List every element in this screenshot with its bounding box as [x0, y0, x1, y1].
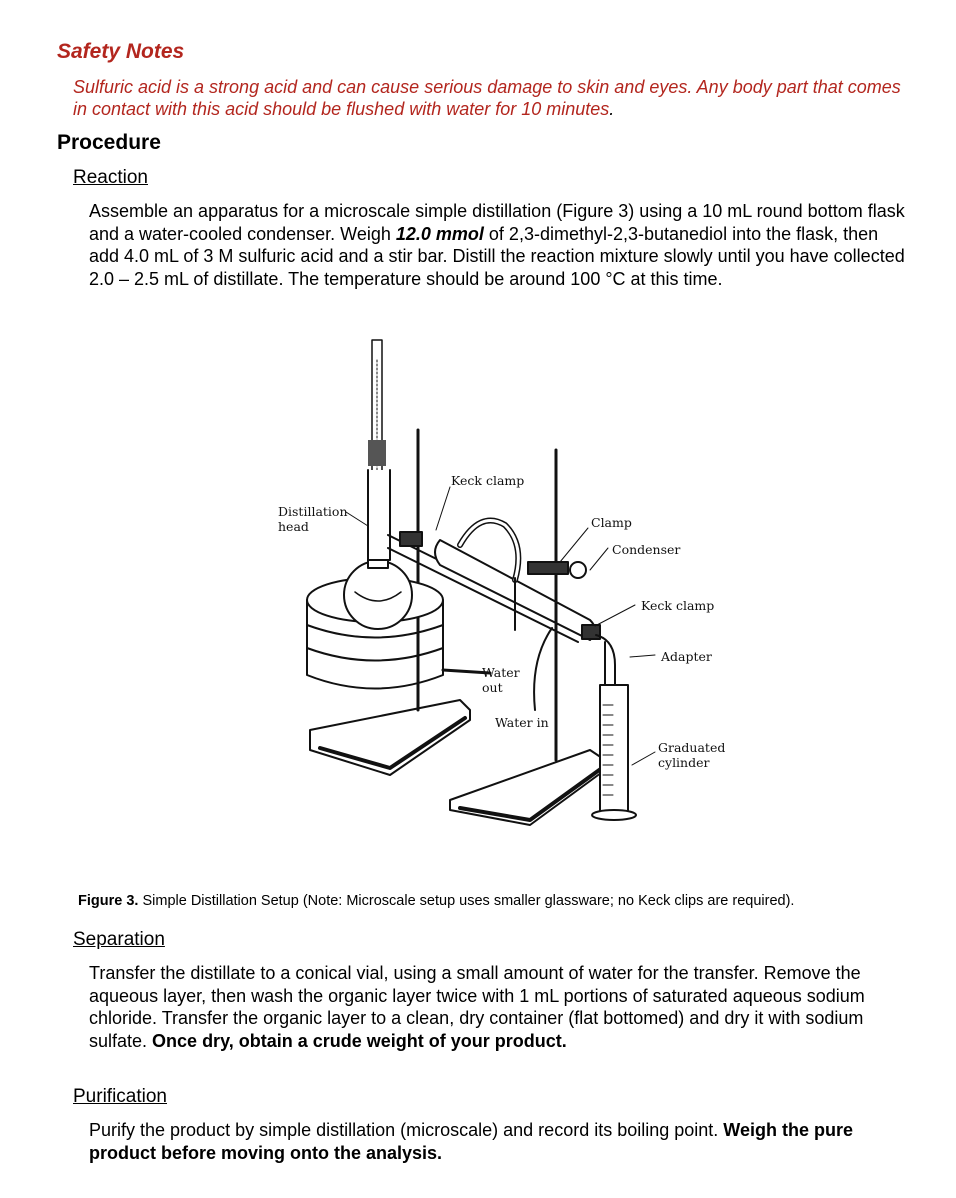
label-adapter: Adapter: [661, 649, 712, 664]
purification-paragraph: Purify the product by simple distillation (microscale) and record its boiling point. Weigh the pure product before moving onto the analysis.: [89, 1120, 853, 1163]
left-base-plate: [310, 700, 470, 775]
keck-clamp-right: [582, 625, 600, 639]
reaction-heading: Reaction: [73, 167, 148, 188]
label-condenser: Condenser: [612, 542, 681, 557]
distillation-figure: [260, 330, 740, 850]
label-water-in: Water in: [495, 715, 549, 730]
separation-paragraph: Transfer the distillate to a conical vial, using a small amount of water for the transfer. Remove the aqueous layer, then wash the organic layer twice with 1 mL portions of saturated aqueous sodium chloride. Transfer the organic layer to a clean, dry container (flat bottomed) and dry it with sodium sulfate. Once dry, obtain a crude weight of your product.: [89, 963, 865, 1051]
reaction-paragraph: Assemble an apparatus for a microscale simple distillation (Figure 3) using a 10 mL round bottom flask and a water-cooled condenser. Weigh 12.0 mmol of 2,3-dimethyl-2,3-butanediol into the flask, then add 4.0 mL of 3 M sulfuric acid and a stir bar. Distill the reaction mixture slowly until you have collected 2.0 – 2.5 mL of distillate. The temperature should be around 100 °C at this time.: [89, 201, 905, 289]
safety-notes-text: Sulfuric acid is a strong acid and can cause serious damage to skin and eyes. Any body part that comes in contact with this acid should be flushed with water for 10 minutes.: [73, 77, 901, 119]
procedure-title: Procedure: [57, 131, 161, 154]
label-keck-clamp-right: Keck clamp: [641, 598, 715, 613]
figure-caption: Figure 3. Simple Distillation Setup (Note: Microscale setup uses smaller glassware; no Keck clips are required).: [78, 893, 795, 909]
label-head: head: [278, 519, 309, 534]
label-water: Water: [482, 665, 520, 680]
label-clamp: Clamp: [591, 515, 632, 530]
label-graduated: Graduated: [658, 740, 726, 755]
separation-heading: Separation: [73, 929, 165, 950]
right-base-plate: [450, 750, 605, 825]
label-cylinder: cylinder: [658, 755, 710, 770]
label-distillation: Distillation: [278, 504, 348, 519]
round-bottom-flask: [344, 561, 412, 629]
label-keck-clamp-top: Keck clamp: [451, 473, 525, 488]
keck-clamp-top: [400, 532, 422, 546]
safety-notes-title: Safety Notes: [57, 40, 185, 63]
label-out: out: [482, 680, 503, 695]
purification-heading: Purification: [73, 1086, 167, 1107]
condenser-clamp: [528, 562, 568, 574]
